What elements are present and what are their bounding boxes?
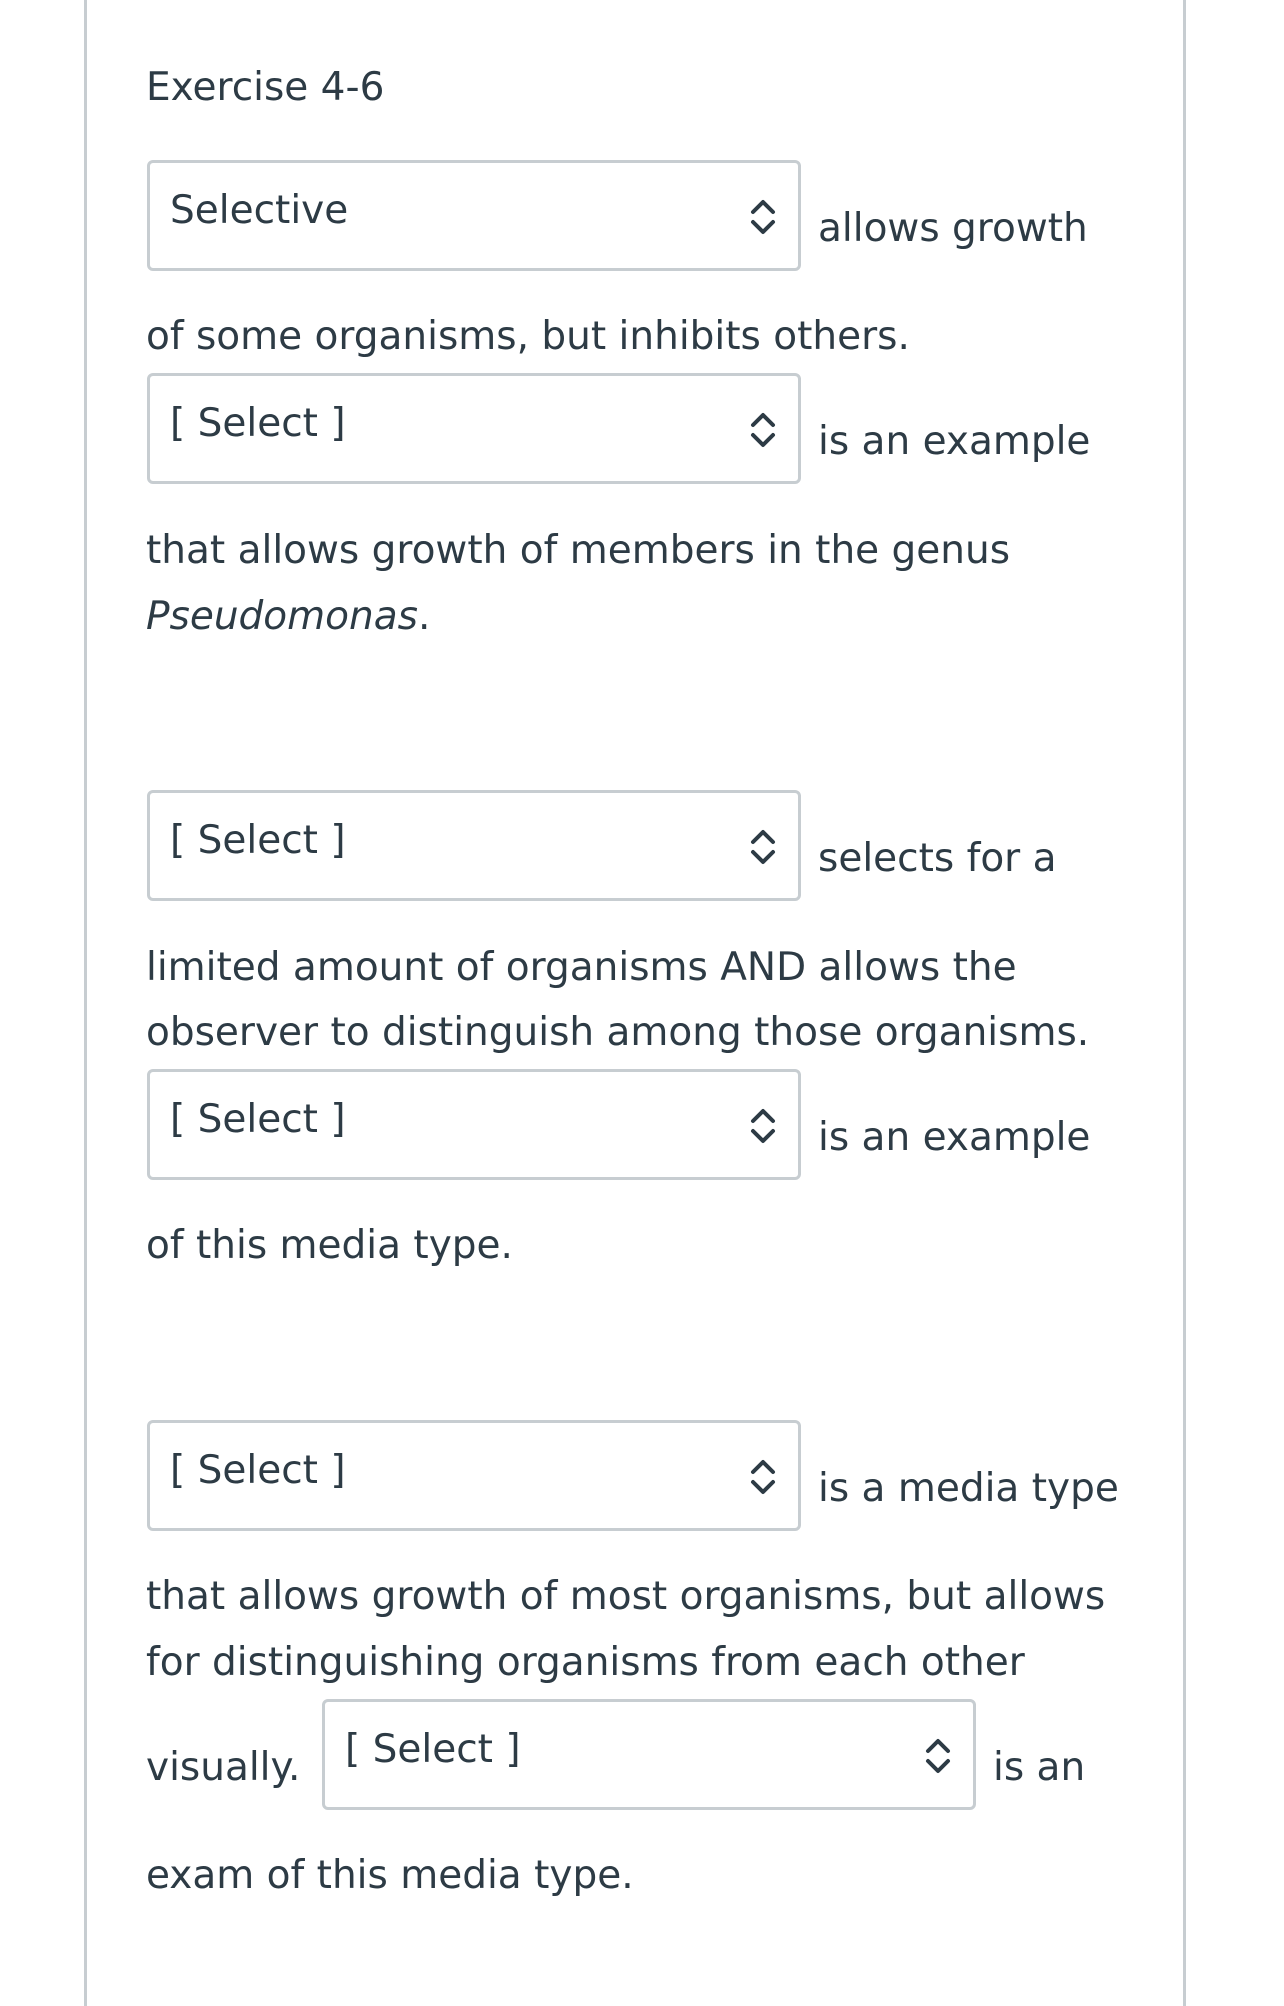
q3-line-2: observer to distinguish among those organisms.	[146, 1010, 1090, 1055]
chevron-up-down-icon	[921, 1732, 955, 1780]
dropdown-select-4-value: [ Select ]	[170, 1097, 346, 1142]
q1-trailing-text: allows growth	[818, 206, 1088, 251]
dropdown-select-3[interactable]	[147, 790, 801, 901]
q5-leading-text: visually.	[146, 1745, 301, 1790]
q2-trailing-text: is an example	[818, 419, 1091, 464]
q2-line-2	[146, 584, 430, 650]
q5-trailing-text: is a media type	[818, 1466, 1119, 1511]
q2-period: .	[417, 594, 431, 639]
q6-line-1: exam of this media type.	[146, 1853, 634, 1898]
q3-trailing-text: selects for a	[818, 836, 1057, 881]
dropdown-select-5-value: [ Select ]	[170, 1448, 346, 1493]
q4-trailing-text: is an example	[818, 1115, 1091, 1160]
q4-line-1: of this media type.	[146, 1223, 513, 1268]
dropdown-select-3-value: [ Select ]	[170, 818, 346, 863]
dropdown-select-4[interactable]	[147, 1069, 801, 1180]
q3-line-1: limited amount of organisms AND allows the	[146, 945, 1017, 990]
chevron-up-down-icon	[746, 823, 780, 871]
q6-trailing-text: is an	[993, 1745, 1086, 1790]
q1-line-2: of some organisms, but inhibits others.	[146, 314, 910, 359]
q2-line-1: that allows growth of members in the genus	[146, 528, 1011, 573]
q5-line-1: that allows growth of most organisms, but allows	[146, 1574, 1106, 1619]
chevron-up-down-icon	[746, 406, 780, 454]
dropdown-select-6[interactable]	[322, 1699, 976, 1810]
dropdown-select-5[interactable]	[147, 1420, 801, 1531]
chevron-up-down-icon	[746, 193, 780, 241]
q5-line-2: for distinguishing organisms from each other	[146, 1640, 1025, 1685]
dropdown-select-1[interactable]	[147, 160, 801, 271]
q2-genus: Pseudomonas	[146, 594, 418, 639]
exercise-title: Exercise 4-6	[146, 65, 385, 110]
dropdown-select-1-value: Selective	[170, 188, 349, 233]
dropdown-select-2[interactable]	[147, 373, 801, 484]
dropdown-select-2-value: [ Select ]	[170, 401, 346, 446]
dropdown-select-6-value: [ Select ]	[345, 1727, 521, 1772]
chevron-up-down-icon	[746, 1102, 780, 1150]
chevron-up-down-icon	[746, 1453, 780, 1501]
